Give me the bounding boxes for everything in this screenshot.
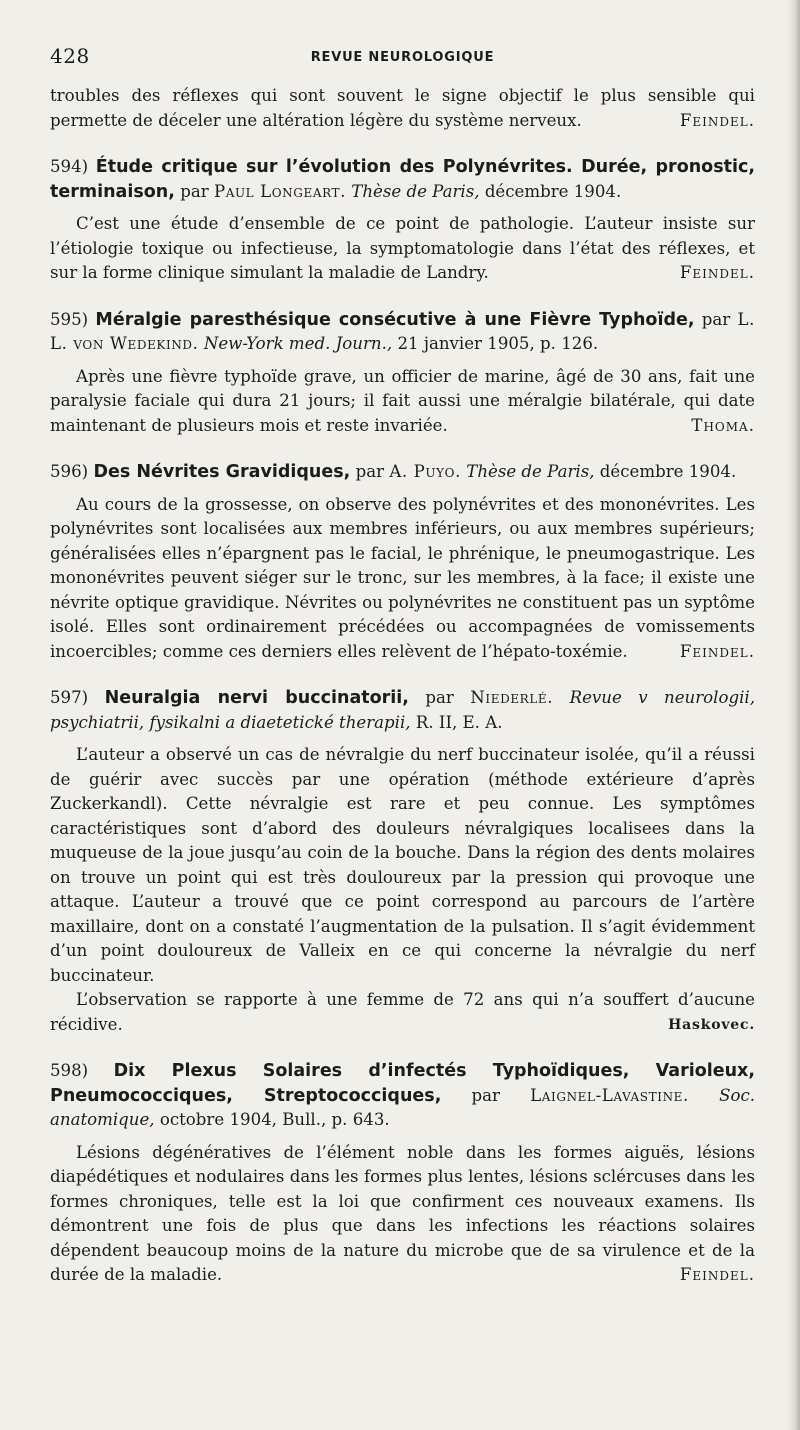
entry-595 xyxy=(50,308,755,439)
entry-date: octobre 1904, Bull., p. 643. xyxy=(159,1110,390,1129)
entry-source: Thèse de Paris, xyxy=(351,181,480,201)
entry-date: décembre 1904. xyxy=(599,462,737,481)
entry-598 xyxy=(50,1059,755,1288)
entry-title: Neuralgia nervi buccinatorii, xyxy=(104,688,409,708)
entry-body xyxy=(50,212,755,286)
intro-signature: Feindel. xyxy=(679,110,755,130)
entry-body-text: Lésions dégénératives de l’élément noble dans les formes aiguës, lésions diapédétiques et nodulaires dans les formes plus lentes, lésions sclércuses dans les formes chroniques, telle est la loi que confirment ces nouveaux examens. Ils démontrent une fois de plus que dans les infections les réactions solaires dépendent beaucoup moins de la nature du microbe que de sa virulence et de la durée de la maladie. xyxy=(50,1142,755,1284)
page-header xyxy=(50,44,755,78)
entry-597 xyxy=(50,686,755,1037)
entry-par: par xyxy=(355,462,385,481)
entry-source: Soc. anatomique, xyxy=(50,1085,756,1129)
entry-par: par xyxy=(425,688,454,707)
entry-heading xyxy=(50,460,755,485)
entry-par: par xyxy=(180,181,209,201)
entry-par: par xyxy=(701,309,731,329)
entry-body xyxy=(50,743,755,988)
entry-594 xyxy=(50,155,755,286)
entry-heading xyxy=(50,686,755,735)
entry-signature: Feindel. xyxy=(679,263,755,282)
entry-par: par xyxy=(471,1085,500,1105)
entry-body-text: Après une fièvre typhoïde grave, un officier de marine, âgé de 30 ans, fait une paralysie faciale qui dura 21 jours; il fait aussi une méralgie bilatérale, qui date maintenant de plusieurs mois et reste invariée. xyxy=(50,366,755,435)
entry-date: R. II, E. A. xyxy=(415,712,503,732)
entry-body-text: L’auteur a observé un cas de névralgie du nerf buccinateur isolée, qu’il a réussi de guérir avec succès par une opération (méthode extérieure d’après Zuckerkandl). Cette névralgie est rare et peu connue. Les symptômes caractéristiques sont d’abord des douleurs névralgiques localisees dans la muqueuse de la joue jusqu’au coin de la bouche. Dans la région des dents molaires on trouve un point qui est très douloureux par la pression qui provoque une attaque. L’auteur a trouvé que ce point correspond au parcours de l’artère maxillaire, dont on a constaté l’augmentation de la pulsation. Il s’agit évidemment d’un point douloureux de Valleix en ce qui concerne la névralgie du nerf buccinateur. xyxy=(50,745,755,985)
entry-body xyxy=(50,1141,755,1288)
entry-number: 598) xyxy=(50,1061,89,1080)
journal-page xyxy=(50,44,755,1288)
entry-author: Paul Longeart. xyxy=(213,181,346,201)
entry-body xyxy=(50,493,755,665)
entry-signature: Feindel. xyxy=(679,641,755,661)
entry-date: 21 janvier 1905, p. 126. xyxy=(397,334,599,353)
entry-number: 595) xyxy=(50,309,89,329)
entry-body-text: Au cours de la grossesse, on observe des polynévrites et des mononévrites. Les polynévrites sont localisées aux membres inférieurs, ou aux membres supérieurs; généralisées elles n’épargnent pas le facial, le phrénique, le pneumogastrique. Les mononévrites peuvent siéger sur le tronc, sur les membres, à la face; il existe une névrite optique gravidique. Névrites ou polynévrites ne constituent pas un syptôme isolé. Elles sont ordinairement précédées ou accompagnées de vomissements incoercibles; comme ces derniers elles relèvent de l’hépato-toxémie. xyxy=(50,494,755,661)
entry-title: Étude critique sur l’évolution des Polynévrites. Durée, pronostic, terminaison, xyxy=(50,157,755,202)
entry-number: 594) xyxy=(50,157,89,176)
entry-heading xyxy=(50,155,755,204)
entry-signature: Haskovec. xyxy=(668,1016,755,1033)
entry-title: Des Névrites Gravidiques, xyxy=(93,462,351,482)
entry-signature: Feindel. xyxy=(679,1265,755,1284)
entry-source: Thèse de Paris, xyxy=(466,462,595,481)
entry-date: décembre 1904. xyxy=(484,181,622,201)
running-title: REVUE NEUROLOGIQUE xyxy=(310,50,495,65)
entry-signature: Thoma. xyxy=(691,415,755,435)
entry-author: A. Puyo. xyxy=(389,462,461,481)
entry-number: 596) xyxy=(50,462,89,481)
entry-author: L. L. von Wedekind. xyxy=(50,309,755,353)
page-number: 428 xyxy=(50,44,90,68)
entry-heading xyxy=(50,308,755,357)
entry-title: Méralgie paresthésique consécutive à une Fièvre Typhoïde, xyxy=(95,309,695,330)
entry-body-continued xyxy=(50,988,755,1037)
entry-heading xyxy=(50,1059,755,1133)
entry-author: Niederlé. xyxy=(470,688,554,707)
entry-author: Laignel-Lavastine. xyxy=(530,1085,689,1105)
intro-paragraph xyxy=(50,84,755,133)
intro-text: troubles des réflexes qui sont souvent le signe objectif le plus sensible qui permette de déceler une altération légère du système nerveux. xyxy=(50,86,755,130)
entry-596 xyxy=(50,460,755,664)
entry-title: Dix Plexus Solaires d’infectés Typhoïdiques, Varioleux, Pneumococciques, Streptococciques, xyxy=(50,1061,755,1106)
entry-body-text: C’est une étude d’ensemble de ce point de pathologie. L’auteur insiste sur l’étiologie toxique ou infectieuse, la symptomatologie dans l’état des réflexes, et sur la forme clinique simulant la maladie de Landry. xyxy=(50,214,755,282)
entry-source: Revue v neurologii, psychiatrii, fysikalni a diaetetické therapii, xyxy=(50,688,755,732)
page-edge-shadow xyxy=(786,0,800,1430)
entry-body-text-2: L’observation se rapporte à une femme de 72 ans qui n’a souffert d’aucune récidive. xyxy=(50,990,755,1034)
entry-number: 597) xyxy=(50,688,89,707)
entry-body xyxy=(50,365,755,439)
entry-source: New-York med. Journ., xyxy=(203,334,393,353)
